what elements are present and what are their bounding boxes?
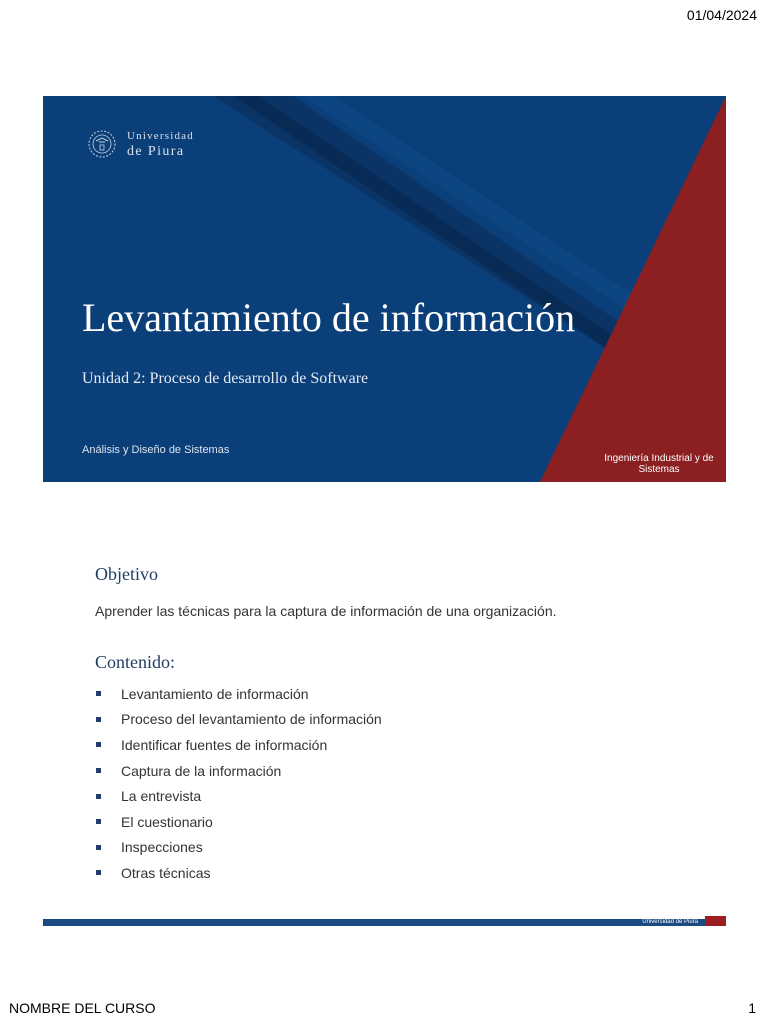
list-item-label: Otras técnicas <box>121 864 211 881</box>
page-date: 01/04/2024 <box>686 7 757 23</box>
bullet-square-icon <box>96 717 101 722</box>
title-slide <box>43 96 726 482</box>
logo-line-1: Universidad <box>127 130 194 142</box>
bullet-square-icon <box>96 870 101 875</box>
bullet-square-icon <box>96 691 101 696</box>
list-item <box>95 783 382 809</box>
list-item <box>95 835 382 861</box>
university-seal-icon <box>87 124 117 164</box>
list-item-label: Captura de la información <box>121 762 282 779</box>
bullet-square-icon <box>96 742 101 747</box>
bullet-square-icon <box>96 768 101 773</box>
slide-footer-bar <box>43 919 705 926</box>
list-item <box>95 681 382 707</box>
course-footer: NOMBRE DEL CURSO <box>9 1000 156 1016</box>
list-item <box>95 758 382 784</box>
department-name: Ingeniería Industrial y de Sistemas <box>604 453 714 475</box>
list-item-label: El cuestionario <box>121 813 213 830</box>
bullet-square-icon <box>96 845 101 850</box>
slide-footer-accent <box>705 916 726 926</box>
objective-heading: Objetivo <box>95 564 158 584</box>
logo-line-2: de Piura <box>127 144 185 159</box>
content-heading: Contenido: <box>95 652 175 672</box>
list-item-label: Proceso del levantamiento de información <box>121 711 382 728</box>
list-item-label: La entrevista <box>121 788 202 805</box>
slide-subtitle: Unidad 2: Proceso de desarrollo de Software <box>82 370 369 387</box>
bullet-square-icon <box>96 819 101 824</box>
list-item-label: Identificar fuentes de información <box>121 736 328 753</box>
list-item <box>95 707 382 733</box>
list-item <box>95 732 382 758</box>
slide-footer-label: Universidad de Piura <box>642 919 698 925</box>
list-item-label: Inspecciones <box>121 839 203 856</box>
page-number: 1 <box>748 1000 756 1016</box>
university-logo <box>87 124 194 164</box>
content-list <box>95 681 382 886</box>
list-item <box>95 809 382 835</box>
slide-title: Levantamiento de información <box>82 295 576 340</box>
list-item <box>95 860 382 886</box>
course-name: Análisis y Diseño de Sistemas <box>82 444 230 456</box>
bullet-square-icon <box>96 794 101 799</box>
content-slide <box>43 530 726 930</box>
list-item-label: Levantamiento de información <box>121 685 309 702</box>
objective-text: Aprender las técnicas para la captura de información de una organización. <box>95 603 557 619</box>
